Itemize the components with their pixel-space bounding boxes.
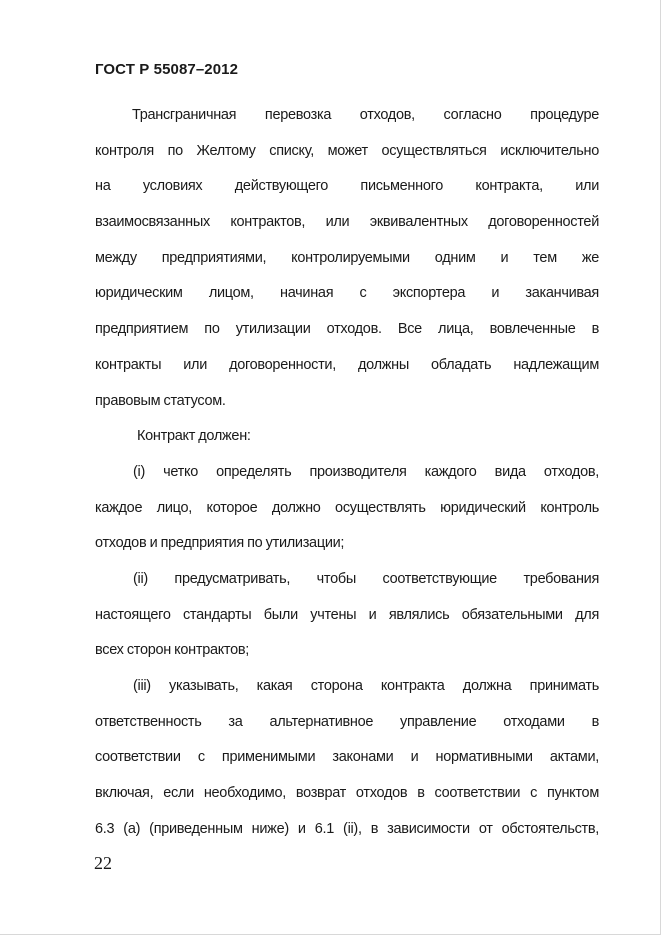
text-line: (ii) предусматривать, чтобы соответствующие требования bbox=[133, 570, 599, 587]
text-line: включая, если необходимо, возврат отходов в соответствии с пунктом bbox=[95, 785, 599, 802]
text-line: контроля по Желтому списку, может осуществляться исключительно bbox=[95, 142, 599, 159]
text-line: (iii) указывать, какая сторона контракта должна принимать bbox=[133, 678, 599, 694]
body-text bbox=[95, 98, 599, 847]
page-number: 22 bbox=[94, 853, 112, 873]
text-line: юридическим лицом, начиная с экспортера и заканчивая bbox=[95, 285, 599, 302]
text-line: Контракт должен: bbox=[137, 428, 251, 445]
text-line: настоящего стандарты были учтены и являлись обязательными для bbox=[95, 606, 599, 623]
text-line: на условиях действующего письменного контракта, или bbox=[95, 178, 599, 195]
text-line: всех сторон контрактов; bbox=[95, 642, 250, 659]
text-line: правовым статусом. bbox=[95, 392, 226, 409]
text-line: предприятием по утилизации отходов. Все лица, вовлеченные в bbox=[95, 321, 599, 338]
text-line: контракты или договоренности, должны обладать надлежащим bbox=[95, 356, 599, 373]
text-line: (i) четко определять производителя каждого вида отходов, bbox=[133, 463, 599, 480]
text-line: Трансграничная перевозка отходов, согласно процедуре bbox=[132, 107, 599, 123]
text-line: ответственность за альтернативное управление отходами в bbox=[95, 713, 599, 730]
text-line: отходов и предприятия по утилизации; bbox=[95, 535, 345, 552]
text-line: 6.3 (a) (приведенным ниже) и 6.1 (ii), в зависимости от обстоятельств, bbox=[95, 820, 599, 837]
document-header: ГОСТ Р 55087–2012 bbox=[95, 61, 239, 78]
text-line: между предприятиями, контролируемыми одним и тем же bbox=[95, 249, 599, 266]
text-line: соответствии с применимыми законами и нормативными актами, bbox=[95, 749, 599, 766]
text-line: каждое лицо, которое должно осуществлять юридический контроль bbox=[95, 499, 599, 516]
text-line: взаимосвязанных контрактов, или эквивалентных договоренностей bbox=[95, 214, 599, 231]
